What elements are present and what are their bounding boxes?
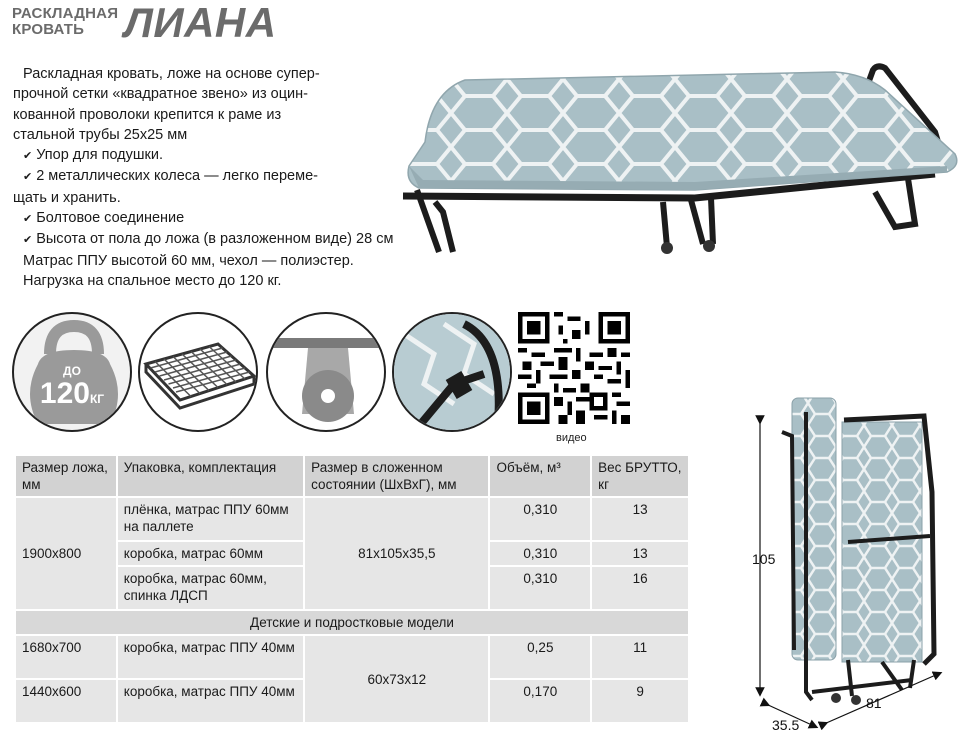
col-header-folded-size: Размер в сложенном состоянии (ШхВхГ), мм — [304, 455, 489, 497]
cell-package: коробка, матрас ППУ 40мм — [117, 679, 304, 723]
cell-package: коробка, матрас 60мм — [117, 541, 304, 566]
cell-weight: 11 — [591, 635, 689, 679]
wheel-icon — [266, 312, 386, 432]
table-section-row — [15, 610, 689, 635]
col-header-package: Упаковка, комплектация — [117, 455, 304, 497]
product-type-label — [12, 6, 118, 38]
max-load-icon — [12, 312, 132, 432]
cell-package: плёнка, матрас ППУ 60мм на паллете — [117, 497, 304, 541]
table-header-row — [15, 455, 689, 497]
section-title: Детские и подростковые модели — [15, 610, 689, 635]
wire-mesh-icon — [138, 312, 258, 432]
load-unit: КГ — [89, 392, 105, 406]
feature-item: ✔ Болтовое соединение — [13, 208, 433, 229]
mesh-grid-icon — [140, 314, 258, 432]
cell-package: коробка, матрас ППУ 40мм — [117, 635, 304, 679]
cell-weight: 13 — [591, 497, 689, 541]
col-header-size: Размер ложа, мм — [15, 455, 117, 497]
desc-line: стальной трубы 25х25 мм — [13, 126, 188, 143]
cell-weight: 13 — [591, 541, 689, 566]
cell-weight: 9 — [591, 679, 689, 723]
desc-line: кованной проволоки крепится к раме из — [13, 106, 282, 123]
desc-line: прочной сетки «квадратное звено» из оцин- — [13, 86, 308, 103]
product-type-line-2: КРОВАТЬ — [12, 21, 85, 38]
cell-folded-size: 81х105х35,5 — [304, 497, 489, 610]
col-header-weight: Вес БРУТТО, кг — [591, 455, 689, 497]
video-qr-code[interactable] — [518, 312, 630, 424]
cell-volume: 0,310 — [489, 541, 591, 566]
load-number: 120 — [39, 377, 90, 410]
desc-line: Матрас ППУ высотой 60 мм, чехол — полиэстер. — [23, 252, 354, 269]
desc-line: Раскладная кровать, ложе на основе супер- — [23, 66, 320, 82]
dimension-height-label: 105 — [752, 551, 776, 567]
cell-volume: 0,170 — [489, 679, 591, 723]
dimension-width-label: 81 — [866, 695, 882, 711]
col-header-volume: Объём, м³ — [489, 455, 591, 497]
feature-item: ✔ Высота от пола до ложа (в разложенном виде) 28 см — [13, 229, 433, 250]
cell-size: 1440х600 — [15, 679, 117, 723]
dimension-depth-label: 35.5 — [772, 717, 800, 733]
specification-table — [14, 454, 690, 724]
load-value — [14, 378, 130, 415]
desc-line: Нагрузка на спальное место до 120 кг. — [23, 272, 282, 289]
cell-volume: 0,310 — [489, 566, 591, 610]
cell-size: 1900х800 — [15, 497, 117, 610]
cell-volume: 0,310 — [489, 497, 591, 541]
folded-bed-image — [752, 392, 967, 734]
load-prefix: ДО — [63, 364, 81, 378]
feature-item: ✔ Упор для подушки. — [13, 145, 433, 166]
cell-package: коробка, матрас 60мм, спинка ЛДСП — [117, 566, 304, 610]
product-description — [13, 64, 433, 291]
product-type-line-1: РАСКЛАДНАЯ — [12, 5, 119, 22]
cell-volume: 0,25 — [489, 635, 591, 679]
table-row — [15, 635, 689, 679]
cell-folded-size: 60х73х12 — [304, 635, 489, 723]
table-row — [15, 497, 689, 541]
frame-closeup-icon — [394, 314, 512, 432]
cell-weight: 16 — [591, 566, 689, 610]
feature-item: ✔ 2 металлических колеса — легко переме- — [13, 166, 433, 187]
product-title: ЛИАНА — [124, 0, 277, 46]
feature-continuation: щать и хранить. — [13, 189, 121, 206]
headrest-detail-icon — [392, 312, 512, 432]
qr-caption: видео — [556, 432, 587, 444]
cell-size: 1680х700 — [15, 635, 117, 679]
caster-wheel-icon — [268, 314, 386, 432]
unfolded-bed-image — [395, 62, 965, 262]
